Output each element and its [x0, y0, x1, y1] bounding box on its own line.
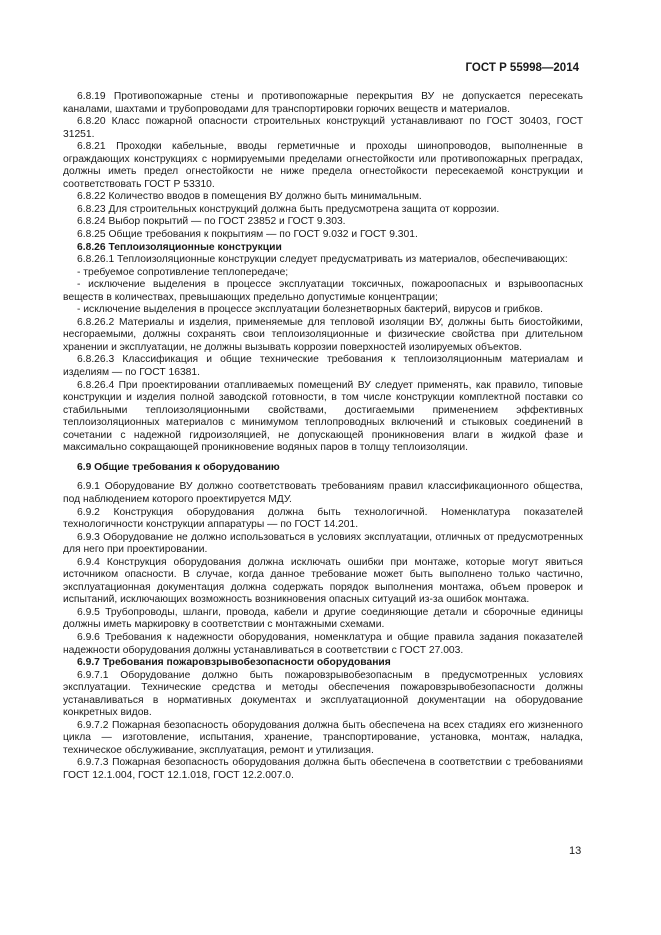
page-number: 13	[569, 845, 582, 857]
paragraph-6-9-6: 6.9.6 Требования к надежности оборудования, номенклатура и общие правила задания показателей надежности оборудования должны устанавливаться в соответствии с ГОСТ 27.003.	[63, 631, 583, 656]
paragraph-6-9-5: 6.9.5 Трубопроводы, шланги, провода, кабели и другие соединяющие детали и сборочные единицы должны иметь маркировку в соответствии с монтажными схемами.	[63, 606, 583, 631]
paragraph-6-8-26-2: 6.8.26.2 Материалы и изделия, применяемые для тепловой изоляции ВУ, должны быть биостойкими, несгораемыми, должны сохранять свои теплоизоляционные и физические свойства при длительном хранении и эксплуатации, не должны вызывать коррозии поверхностей изолируемых объектов.	[63, 316, 583, 353]
paragraph-6-9-7-3: 6.9.7.3 Пожарная безопасность оборудования должна быть обеспечена в соответствии с требованиями ГОСТ 12.1.004, ГОСТ 12.1.018, ГОСТ 12.2.007.0.	[63, 757, 583, 781]
paragraph-6-8-26-4: 6.8.26.4 При проектировании отапливаемых помещений ВУ следует применять, как правило, типовые конструкции и изделия полной заводской готовности, в том числе конструкции комплектной поставки со стабильными теплоизоляционными свойствами, достигаемыми применением эффективных теплоизоляционных материалов с минимумом теплопроводных включений и стыковых соединений в сочетании с надежной гидроизоляцией, не допускающей проникновения влаги в жидкой фазе и максимально сокращающей проникновение водяных паров в толщу теплоизоляции.	[63, 379, 583, 454]
paragraph-6-9-1: 6.9.1 Оборудование ВУ должно соответствовать требованиям правил классификационного общества, под наблюдением которого проектируется МДУ.	[63, 481, 583, 505]
paragraph-6-9-7-1: 6.9.7.1 Оборудование должно быть пожаровзрывобезопасным в предусмотренных условиях эксплуатации. Технические средства и методы обеспечения пожаровзрывобезопасности должны устанавливаться в нормативных документах и эксплуатационной документации на оборудование конкретных видов.	[63, 669, 583, 719]
document-header: ГОСТ Р 55998—2014	[465, 62, 579, 74]
list-item: - исключение выделения в процессе эксплуатации болезнетворных бактерий, вирусов и грибков.	[77, 304, 544, 316]
subsection-heading-6-8-26: 6.8.26 Теплоизоляционные конструкции	[77, 241, 282, 253]
paragraph-6-8-19: 6.8.19 Противопожарные стены и противопожарные перекрытия ВУ не допускается пересекать каналами, шахтами и трубопроводами для транспортировки горючих веществ и материалов.	[63, 91, 583, 115]
paragraph-6-9-4: 6.9.4 Конструкция оборудования должна исключать ошибки при монтаже, которые могут явиться источником опасности. В случае, когда данное требование может быть выполнено только частично, эксплуатационная документация должна содержать порядок выполнения монтажа, объем проверок и испытаний, исключающих возможность возникновения опасных ситуаций из-за ошибок монтажа.	[63, 556, 583, 606]
paragraph-6-9-2: 6.9.2 Конструкция оборудования должна быть технологичной. Номенклатура показателей технологичности конструкции аппаратуры — по ГОСТ 14.201.	[63, 506, 583, 531]
paragraph-6-8-20: 6.8.20 Класс пожарной опасности строительных конструкций устанавливают по ГОСТ 30403, ГОСТ 31251.	[63, 116, 583, 140]
paragraph-6-9-7-2: 6.9.7.2 Пожарная безопасность оборудования должна быть обеспечена на всех стадиях его жизненного цикла — изготовление, испытания, хранение, транспортирование, установка, монтаж, наладка, техническое обслуживание, эксплуатация, ремонт и утилизация.	[63, 719, 583, 756]
paragraph-6-8-26-1: 6.8.26.1 Теплоизоляционные конструкции следует предусматривать из материалов, обеспечивающих:	[77, 254, 568, 266]
paragraph-6-8-23: 6.8.23 Для строительных конструкций должна быть предусмотрена защита от коррозии.	[77, 203, 500, 215]
paragraph-6-8-25: 6.8.25 Общие требования к покрытиям — по ГОСТ 9.032 и ГОСТ 9.301.	[77, 229, 418, 241]
paragraph-6-8-22: 6.8.22 Количество вводов в помещения ВУ должно быть минимальным.	[77, 191, 422, 203]
paragraph-6-8-24: 6.8.24 Выбор покрытий — по ГОСТ 23852 и ГОСТ 9.303.	[77, 216, 346, 228]
document-body	[63, 91, 583, 783]
list-item: - требуемое сопротивление теплопередаче;	[77, 266, 289, 278]
paragraph-6-9-3: 6.9.3 Оборудование не должно использоваться в условиях эксплуатации, отличных от предусмотренных для него при проектировании.	[63, 531, 583, 556]
subsection-heading-6-9-7: 6.9.7 Требования пожаровзрывобезопасности оборудования	[77, 657, 391, 669]
paragraph-6-8-21: 6.8.21 Проходки кабельные, вводы герметичные и проходы шинопроводов, выполненные в ограждающих конструкциях с нормируемыми пределами огнестойкости или противопожарных преградах, должны иметь предел огнестойкости не ниже предела огнестойкости пересекаемой конструкции и соответствовать ГОСТ Р 53310.	[63, 141, 583, 190]
list-item: - исключение выделения в процессе эксплуатации токсичных, пожароопасных и взрывоопасных веществ в количествах, превышающих предельно допустимые концентрации;	[63, 279, 583, 303]
section-heading-6-9: 6.9 Общие требования к оборудованию	[77, 461, 280, 473]
paragraph-6-8-26-3: 6.8.26.3 Классификация и общие технические требования к теплоизоляционным материалам и изделиям — по ГОСТ 16381.	[63, 354, 583, 379]
